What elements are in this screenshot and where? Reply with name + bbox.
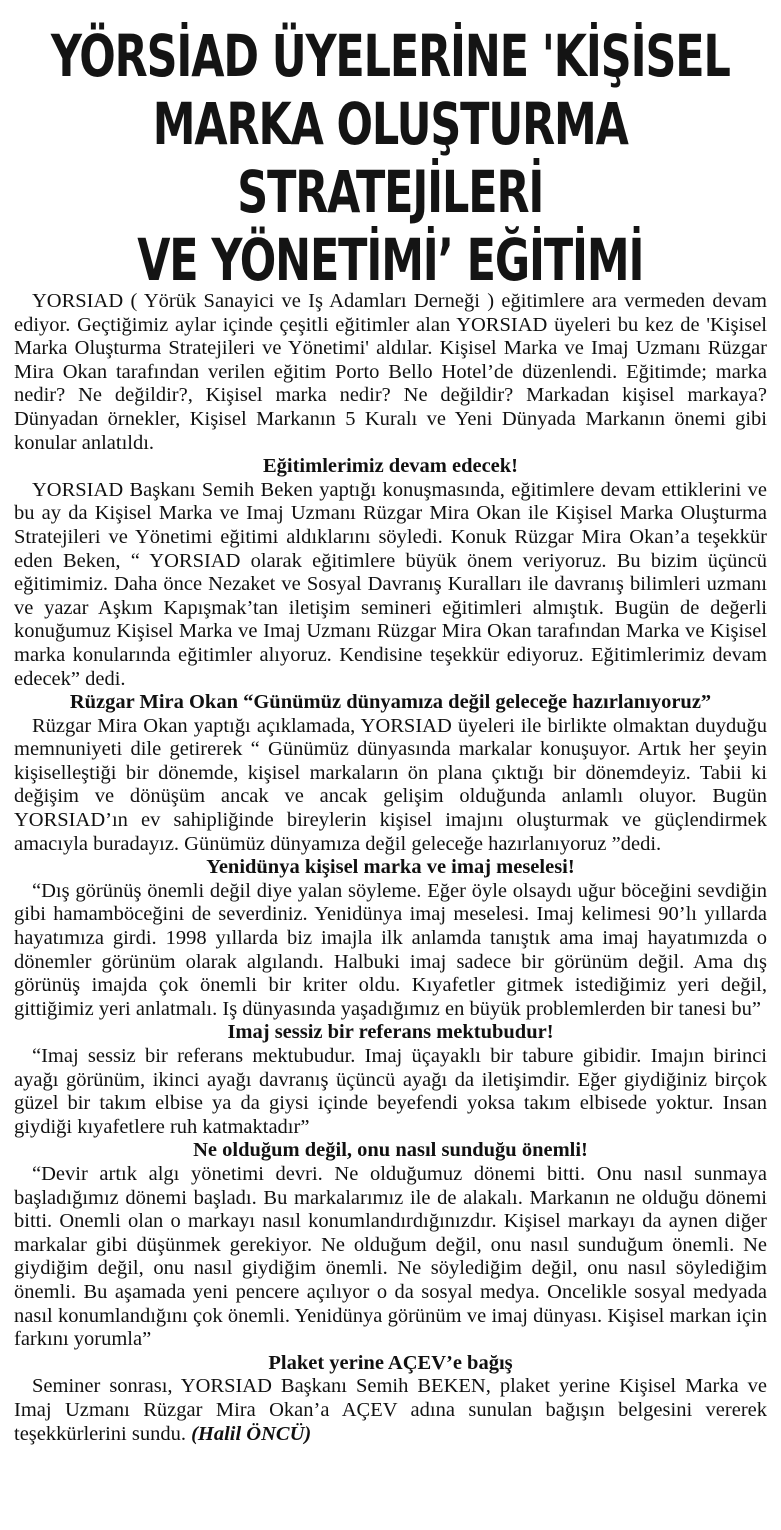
subheading-how-presented: Ne olduğum değil, onu nasıl sunduğu önemli! — [193, 1139, 588, 1162]
paragraph-okan-statement: Rüzgar Mira Okan yaptığı açıklamada, YORSIAD üyeleri ile birlikte olmaktan duyduğu memnuniyeti dile getirerek “ Günümüz dünyasında markalar konuşuyor. Artık her şeyin kişiselleştiği bir dönemde, kişisel markaların ön plana çıktığı bir dönemdeyiz. Tabii ki değişim ve dönüşüm ancak ve ancak gelişim olduğunda anlamlı oluyor. Bugün YORSIAD’ın ev sahipliğinde bireylerin kişisel imajını oluşturmak ve güçlendirmek amacıyla buradayız. Günümüz dünyamıza değil geleceğe hazırlanıyoruz ”dedi. — [14, 714, 767, 855]
paragraph-donation — [14, 1375, 767, 1446]
subheading-new-world-image: Yenidünya kişisel marka ve imaj meselesi! — [206, 856, 575, 879]
subheading-donation: Plaket yerine AÇEV’e bağış — [268, 1351, 513, 1374]
donation-text: Seminer sonrası, YORSIAD Başkanı Semih BEKEN, plaket yerine Kişisel Marka ve Imaj Uzmanı Rüzgar Mira Okan’a AÇEV adına sunulan bağışın belgesini vererek teşekkürlerini sundu. — [14, 1375, 767, 1445]
paragraph-president-speech: YORSIAD Başkanı Semih Beken yaptığı konuşmasında, eğitimlere devam ettiklerini ve bu ay da Kişisel Marka ve Imaj Uzmanı Rüzgar Mira Okan ile Kişisel Marka Oluşturma Stratejileri ve Yönetimi eğitimi aldıklarını söyledi. Konuk Rüzgar Mira Okan’a teşekkür eden Beken, “ YORSIAD olarak eğitimlere büyük önem veriyoruz. Bu bizim üçüncü eğitimimiz. Daha önce Nezaket ve Sosyal Davranış Kuralları ile davranış bilimleri uzmanı ve yazar Aşkım Kapışmak’tan iletişim semineri eğitimleri almıştık. Bugün de değerli konuğumuz Kişisel Marka ve Imaj Uzmanı Rüzgar Mira Okan tarafından Marka ve Kişisel marka konularında eğitimler alıyoruz. Kendisine teşekkür ediyoruz. Eğitimlerimiz devam edecek” dedi. — [14, 478, 767, 690]
paragraph-appearance: “Dış görünüş önemli değil diye yalan söyleme. Eğer öyle olsaydı uğur böceğini sevdiğin gibi hamamböceğini de severdiniz. Yenidünya imaj meselesi. Imaj kelimesi 90’lı yıllarda hayatımıza girdi. 1998 yıllarda biz imajla ilk anlamda tanıştık ama imaj hayatımızda o dönemler görünüm olarak algılandı. Halbuki imaj sadece bir görünüm değil. Ama dış görünüş imajda çok önemli bir kriter oldu. Kıyafetler gitmek istediğimiz yeri değil, gittiğimiz yeri anlatmalı. Iş dünyasında yaşadığımız en büyük problemlerden bir tanesi bu” — [14, 879, 767, 1020]
headline — [14, 22, 766, 294]
headline-line-1: YÖRSİAD ÜYELERİNE 'KİŞİSEL — [51, 22, 730, 90]
paragraph-perception-management: “Devir artık algı yönetimi devri. Ne olduğumuz dönemi bitti. Onu nasıl sunmaya başladığımız dönemi başladı. Bu markalarımız ile de alakalı. Markanın ne olduğu dönemi bitti. Onemli olan o markayı nasıl konumlandırdığınızdır. Kişisel markayı da aynen diğer markalar gibi düşünmek gerekiyor. Ne olduğum değil, onu nasıl sunduğum önemli. Ne giydiğim değil, onu nasıl giydiğim önemli. Ne söylediğim değil, onu nasıl söylediğim önemli. Bu aşamada yeni pencere açılıyor o da sosyal medya. Oncelikle sosyal medyada nasıl konumlandığını çok önemli. Yenidünya görünüm ve imaj dünyası. Kişisel markan için farkını yorumla” — [14, 1162, 767, 1351]
paragraph-three-legged-stool: “Imaj sessiz bir referans mektubudur. Imaj üçayaklı bir tabure gibidir. Imajın birinci ayağı görünüm, ikinci ayağı davranış üçüncü ayağı da iletişimdir. Eğer giydiğiniz birçok güzel bir takım elbise ya da giysi içinde beyefendi yoksa takım elbisede yoktur. Insan giydiği kıyafetlere ruh katmaktadır” — [14, 1045, 767, 1138]
subheading-education-continues: Eğitimlerimiz devam edecek! — [262, 455, 519, 478]
subheading-reference-letter: Imaj sessiz bir referans mektubudur! — [227, 1021, 554, 1044]
headline-line-3: VE YÖNETİMİ’ EĞİTİMİ — [137, 226, 644, 294]
author-byline: (Halil ÖNCÜ) — [191, 1422, 312, 1445]
intro-paragraph: YORSIAD ( Yörük Sanayici ve Iş Adamları Derneği ) eğitimlere ara vermeden devam ediyor. Geçtiğimiz aylar içinde çeşitli eğitimler alan YORSIAD üyeleri bu kez de 'Kişisel Marka Oluşturma Stratejileri ve Yönetimi' aldılar. Kişisel Marka ve Imaj Uzmanı Rüzgar Mira Okan tarafından verilen eğitim Porto Bello Hotel’de düzenlendi. Eğitimde; marka nedir? Ne değildir?, Kişisel marka nedir? Ne değildir? Markadan kişisel markaya? Dünyadan örnekler, Kişisel Markanın 5 Kuralı ve Yeni Dünyada Markanın önemi gibi konular anlatıldı. — [14, 290, 767, 454]
subheading-okan-quote: Rüzgar Mira Okan “Günümüz dünyamıza değil geleceğe hazırlanıyoruz” — [69, 691, 712, 714]
headline-line-2: MARKA OLUŞTURMA STRATEJİLERİ — [153, 90, 628, 226]
article-body — [14, 290, 767, 1446]
